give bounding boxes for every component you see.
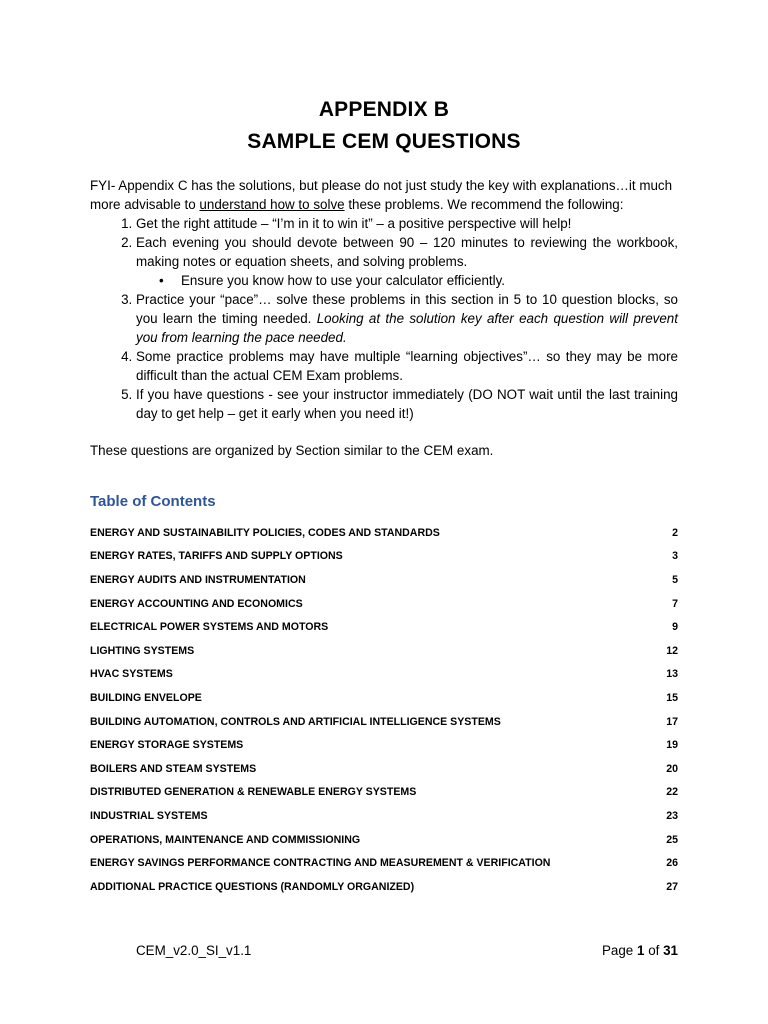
toc-entry-page: 26: [666, 857, 678, 870]
toc-entry-title: BUILDING ENVELOPE: [90, 691, 202, 704]
document-page: [90, 0, 678, 1024]
toc-entry-title: HVAC SYSTEMS: [90, 668, 173, 681]
toc-entry-page: 27: [666, 880, 678, 893]
toc-entry-title: ELECTRICAL POWER SYSTEMS AND MOTORS: [90, 621, 329, 634]
toc-entry-title: ENERGY AUDITS AND INSTRUMENTATION: [90, 573, 306, 586]
toc-entry[interactable]: [90, 686, 678, 710]
toc-entry[interactable]: [90, 781, 678, 805]
list-item: 4. Some practice problems may have multiple “learning objectives”… so they may be more difficult than the actual CEM Exam problems.: [136, 347, 678, 385]
toc-entry[interactable]: [90, 521, 678, 545]
footer-page-number: Page 1 of 31: [601, 943, 678, 958]
toc-entry[interactable]: [90, 639, 678, 663]
toc-entry-page: 13: [666, 668, 678, 681]
toc-entry[interactable]: [90, 568, 678, 592]
toc-heading: Table of Contents: [90, 493, 216, 510]
toc-entry[interactable]: [90, 828, 678, 852]
toc-entry[interactable]: [90, 545, 678, 569]
intro-section: [90, 176, 678, 423]
toc-entry-title: BUILDING AUTOMATION, CONTROLS AND ARTIFICIAL INTELLIGENCE SYSTEMS: [90, 715, 501, 728]
toc-entry[interactable]: [90, 733, 678, 757]
toc-entry-title: LIGHTING SYSTEMS: [90, 644, 195, 657]
toc-entry-title: INDUSTRIAL SYSTEMS: [90, 809, 208, 822]
toc-entry[interactable]: [90, 663, 678, 687]
toc-entry-page: 22: [666, 786, 678, 799]
toc-entry-title: ENERGY STORAGE SYSTEMS: [90, 739, 244, 752]
sub-list: [136, 271, 678, 290]
footer-doc-id: CEM_v2.0_SI_v1.1: [136, 943, 252, 958]
sub-list-item: • Ensure you know how to use your calculator efficiently.: [159, 273, 506, 288]
toc-entry-page: 3: [672, 550, 678, 563]
closing-paragraph: These questions are organized by Section similar to the CEM exam.: [90, 443, 494, 458]
toc-entry-page: 20: [666, 762, 678, 775]
toc-entry[interactable]: [90, 875, 678, 899]
intro-paragraph: [90, 176, 678, 214]
list-item: 3. Practice your “pace”… solve these problems in this section in 5 to 10 question blocks, so you learn the timing needed. Looking at the solution key after each question will prevent you from learning the pace needed.: [136, 290, 678, 347]
toc-entry[interactable]: [90, 592, 678, 616]
toc-entry-page: 12: [666, 644, 678, 657]
toc-entry-page: 5: [672, 573, 678, 586]
toc-entry-page: 2: [672, 526, 678, 539]
toc-entry-page: 19: [666, 739, 678, 752]
toc-entry-page: 9: [672, 621, 678, 634]
toc-entry[interactable]: [90, 615, 678, 639]
toc-entry-title: ENERGY SAVINGS PERFORMANCE CONTRACTING AND MEASUREMENT & VERIFICATION: [90, 857, 551, 870]
toc-entry-title: BOILERS AND STEAM SYSTEMS: [90, 762, 257, 775]
intro-text-1: FYI- Appendix C has the solutions, but please do not just study the key with explanations…it much more advisable to: [90, 178, 673, 212]
toc-entry-page: 15: [666, 691, 678, 704]
toc-entry-page: 7: [672, 597, 678, 610]
intro-underlined: understand how to solve: [199, 197, 345, 212]
toc-entry-title: OPERATIONS, MAINTENANCE AND COMMISSIONING: [90, 833, 361, 846]
italic-note: Looking at the solution key after each question will prevent you from learning the pace needed.: [136, 311, 678, 345]
appendix-title: APPENDIX B: [318, 98, 450, 121]
toc-entry[interactable]: [90, 851, 678, 875]
toc-entry[interactable]: [90, 757, 678, 781]
table-of-contents: [90, 521, 678, 899]
toc-entry-title: ENERGY RATES, TARIFFS AND SUPPLY OPTIONS: [90, 550, 343, 563]
toc-entry-page: 25: [666, 833, 678, 846]
toc-entry-title: DISTRIBUTED GENERATION & RENEWABLE ENERGY SYSTEMS: [90, 786, 417, 799]
list-item: 5. If you have questions - see your instructor immediately (DO NOT wait until the last training day to get help – get it early when you need it!): [136, 385, 678, 423]
toc-entry-title: ENERGY ACCOUNTING AND ECONOMICS: [90, 597, 303, 610]
toc-entry-page: 23: [666, 809, 678, 822]
toc-entry-page: 17: [666, 715, 678, 728]
bullet-icon: •: [159, 273, 164, 288]
recommendation-list: [90, 214, 678, 423]
list-item: 2. Each evening you should devote between 90 – 120 minutes to reviewing the workbook, making notes or equation sheets, and solving problems. • Ensure you know how to use your calculator efficiently.: [136, 233, 678, 290]
toc-entry-title: ENERGY AND SUSTAINABILITY POLICIES, CODES AND STANDARDS: [90, 526, 440, 539]
toc-entry[interactable]: [90, 710, 678, 734]
toc-entry-title: ADDITIONAL PRACTICE QUESTIONS (RANDOMLY ORGANIZED): [90, 880, 415, 893]
toc-entry[interactable]: [90, 804, 678, 828]
appendix-subtitle: SAMPLE CEM QUESTIONS: [247, 130, 521, 153]
list-item: 1. Get the right attitude – “I’m in it to win it” – a positive perspective will help!: [136, 214, 678, 233]
intro-text-2: these problems. We recommend the following:: [344, 197, 624, 212]
